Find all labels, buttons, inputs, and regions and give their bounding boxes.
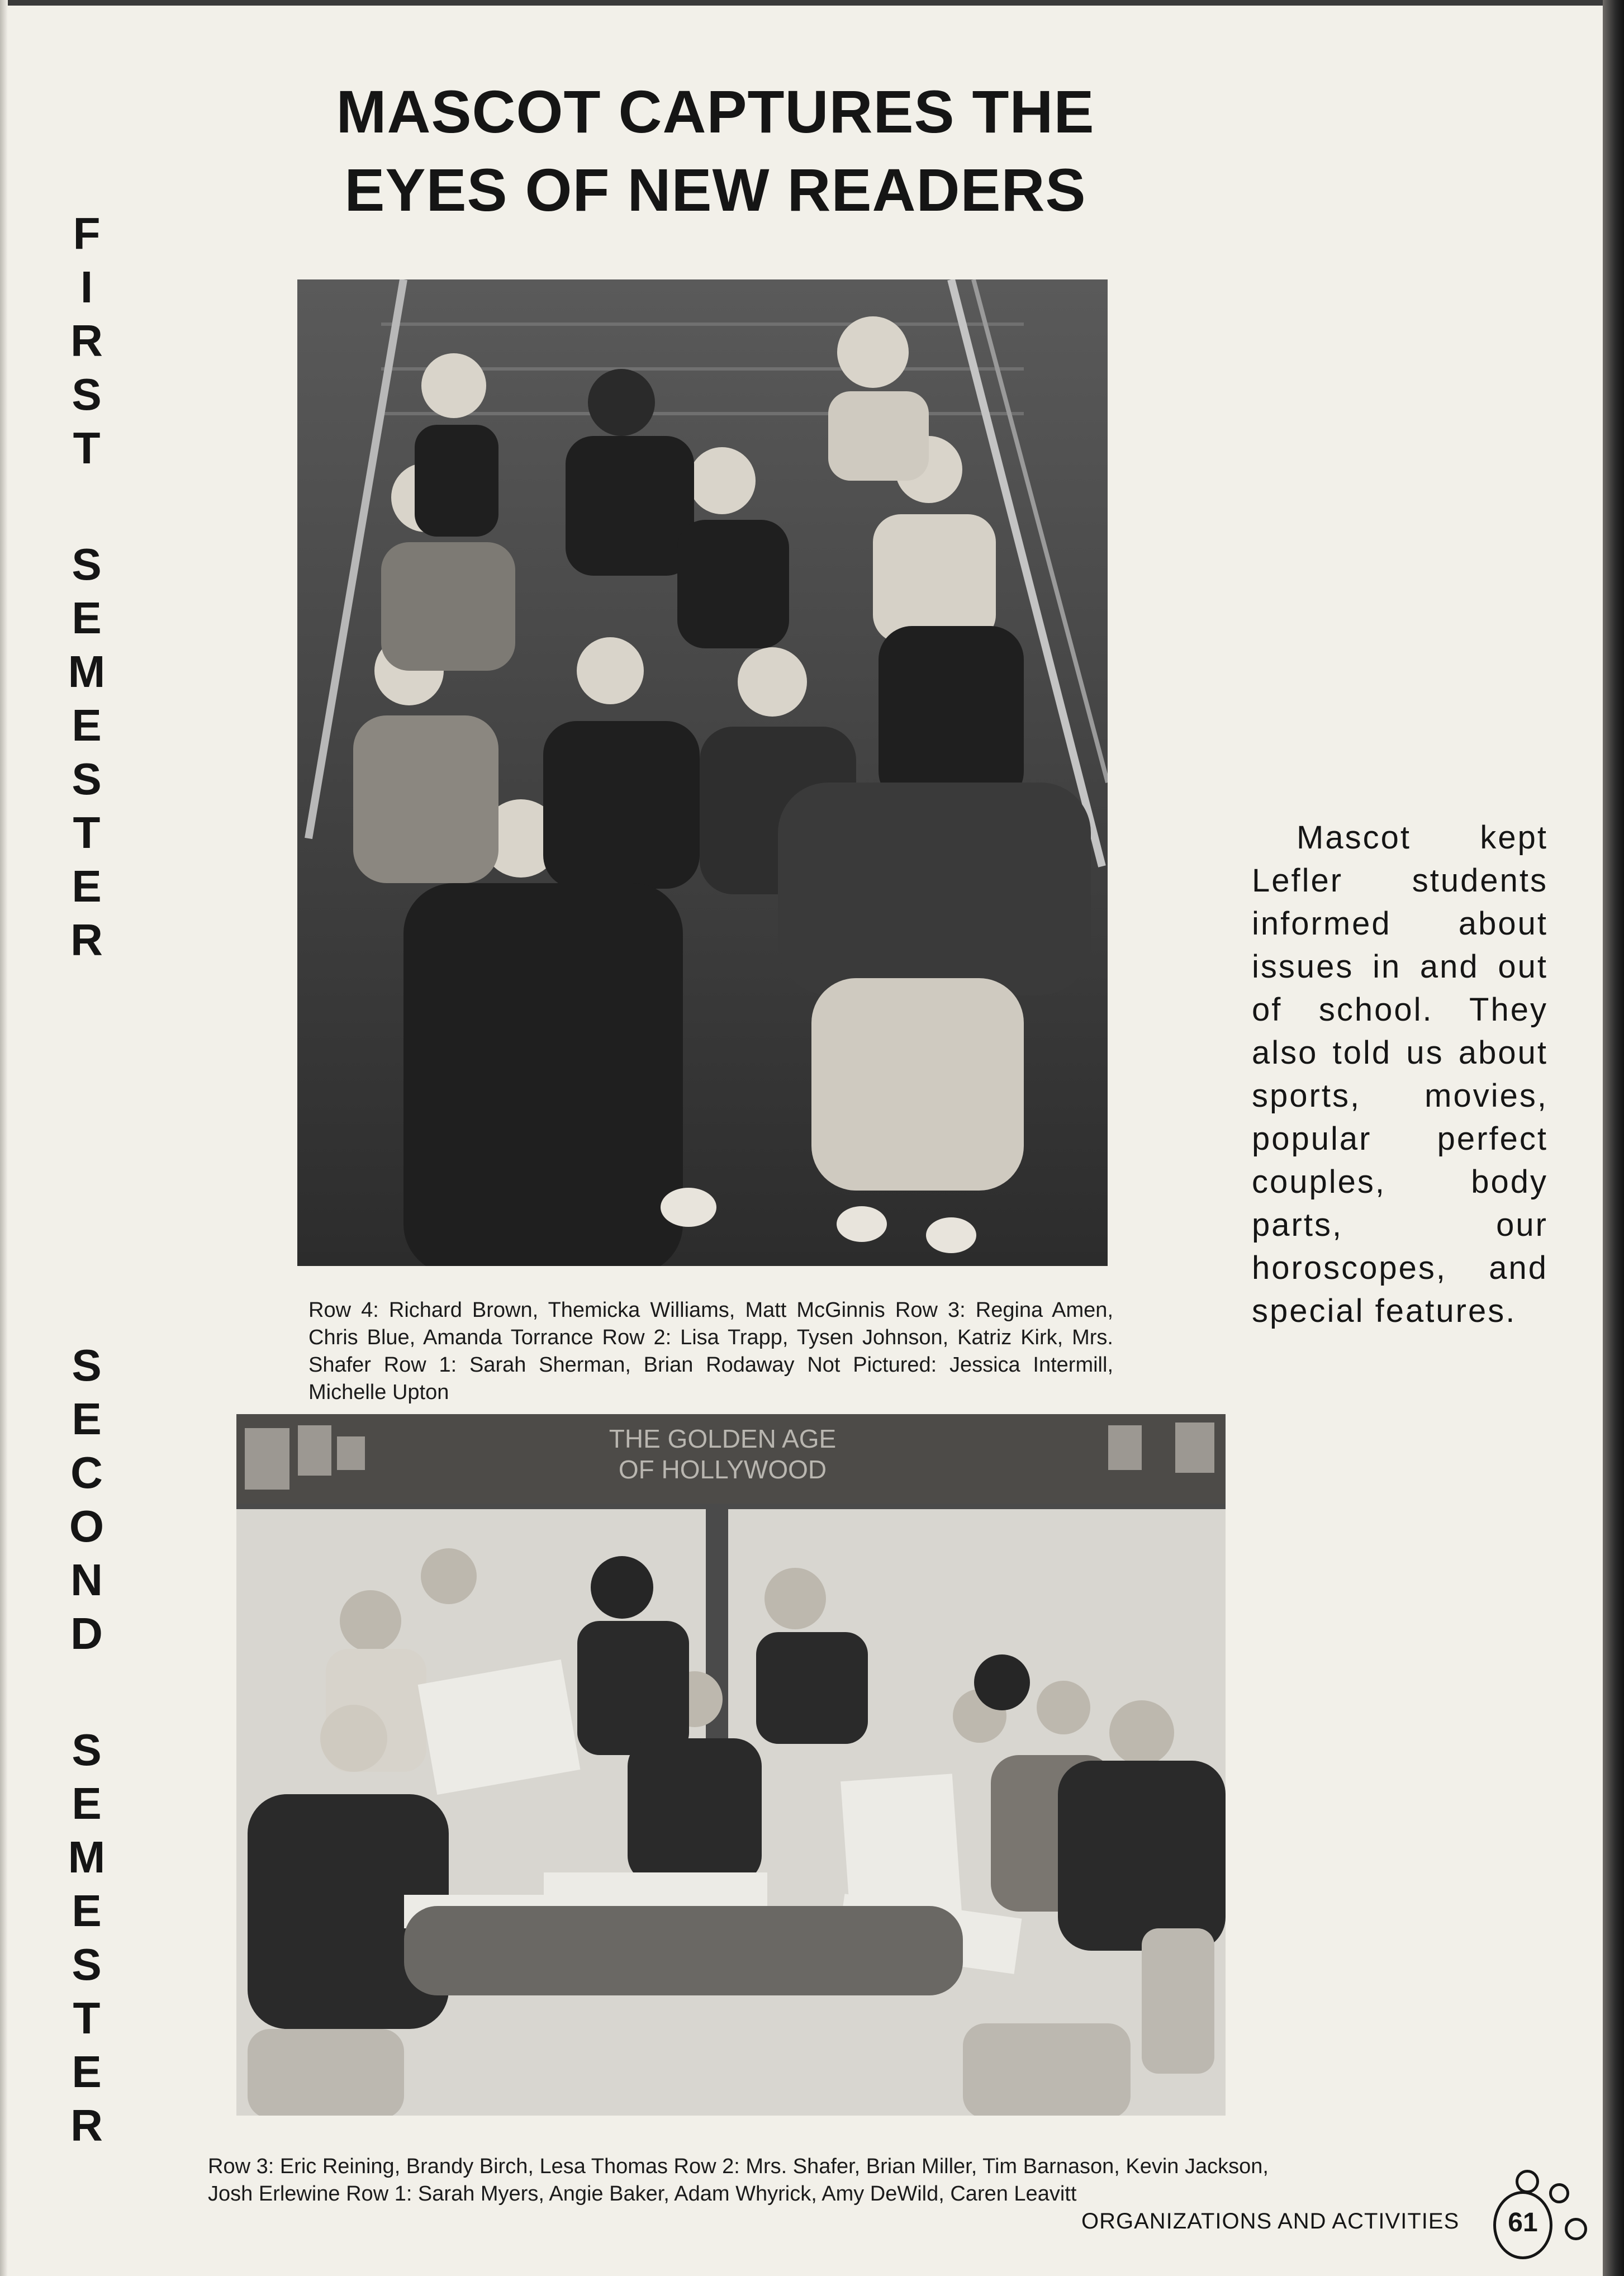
vertical-word: [70, 207, 103, 475]
vertical-letter: R: [70, 2100, 103, 2150]
article-text: Mascot kept Lefler students informed about issues in and out of school. They also told us about sports, movies, popular perfect couples, body parts, our horoscopes, and special features.: [1252, 819, 1548, 1329]
vertical-letter: S: [72, 1340, 102, 1390]
vertical-letter: E: [72, 1779, 102, 1828]
svg-text:OF HOLLYWOOD: OF HOLLYWOOD: [618, 1455, 827, 1484]
vertical-word: [68, 1723, 106, 2152]
vertical-letter: E: [72, 700, 102, 750]
group-photo-reading-newspapers-icon: [236, 1414, 1226, 2116]
group-photo-stairs: [297, 279, 1108, 1266]
classroom-banner-text: THE GOLDEN AGE: [609, 1424, 837, 1453]
page-edge-left: [0, 0, 8, 2276]
group-photo-on-stairs-icon: [297, 279, 1108, 1266]
bubble-icon: [1565, 2218, 1587, 2240]
vertical-letter: O: [69, 1501, 105, 1551]
page-binding-edge: [1603, 0, 1624, 2276]
vertical-letter: T: [73, 808, 101, 857]
bubble-icon: [1549, 2183, 1569, 2203]
vertical-letter: E: [72, 1886, 102, 1936]
vertical-letter: S: [72, 369, 102, 419]
vertical-letter: I: [80, 262, 93, 312]
bottom-photo-caption: Row 3: Eric Reining, Brandy Birch, Lesa Thomas Row 2: Mrs. Shafer, Brian Miller, Tim Barnason, Kevin Jackson, Josh Erlewine Row 1: Sarah Myers, Angie Baker, Adam Whyrick, Amy DeWild, Caren Leavitt: [208, 2155, 1269, 2206]
group-photo-classroom: [236, 1414, 1226, 2116]
vertical-letter: S: [72, 1940, 102, 1989]
title-line-1: MASCOT CAPTURES THE: [336, 78, 1095, 145]
vertical-letter: S: [72, 539, 102, 589]
vertical-letter: E: [72, 593, 102, 643]
vertical-letter: C: [70, 1448, 103, 1497]
vertical-letter: E: [72, 1394, 102, 1444]
vertical-letter: M: [68, 647, 106, 696]
vertical-word: [69, 1339, 104, 1661]
vertical-letter: S: [72, 754, 102, 804]
vertical-letter: T: [73, 1993, 101, 2043]
page-number: 61: [1493, 2191, 1552, 2259]
page-edge-top: [0, 0, 1624, 6]
vertical-letter: R: [70, 915, 103, 965]
vertical-letter: M: [68, 1832, 106, 1882]
vertical-letter: F: [73, 208, 101, 258]
vertical-letter: N: [70, 1555, 103, 1605]
bubble-icon: [1516, 2170, 1539, 2193]
title-line-2: EYES OF NEW READERS: [344, 156, 1086, 224]
vertical-letter: E: [72, 2047, 102, 2097]
top-photo-caption: Row 4: Richard Brown, Themicka Williams, Matt McGinnis Row 3: Regina Amen, Chris Blue, Amanda Torrance Row 2: Lisa Trapp, Tysen Johnson, Katriz Kirk, Mrs. Shafer Row 1: Sarah Sherman, Brian Rodaway Not Pictured: Jessica Intermill, Michelle Upton: [308, 1298, 1113, 1404]
vertical-letter: S: [72, 1725, 102, 1775]
vertical-label-second-semester: [59, 1339, 115, 2152]
footer-section-label: ORGANIZATIONS AND ACTIVITIES: [1081, 2209, 1460, 2234]
page-title: [235, 73, 1196, 229]
vertical-word: [68, 538, 106, 967]
vertical-letter: D: [70, 1609, 103, 1658]
vertical-letter: T: [73, 423, 101, 473]
vertical-letter: R: [70, 316, 103, 366]
vertical-label-first-semester: [59, 207, 115, 967]
vertical-letter: E: [72, 861, 102, 911]
